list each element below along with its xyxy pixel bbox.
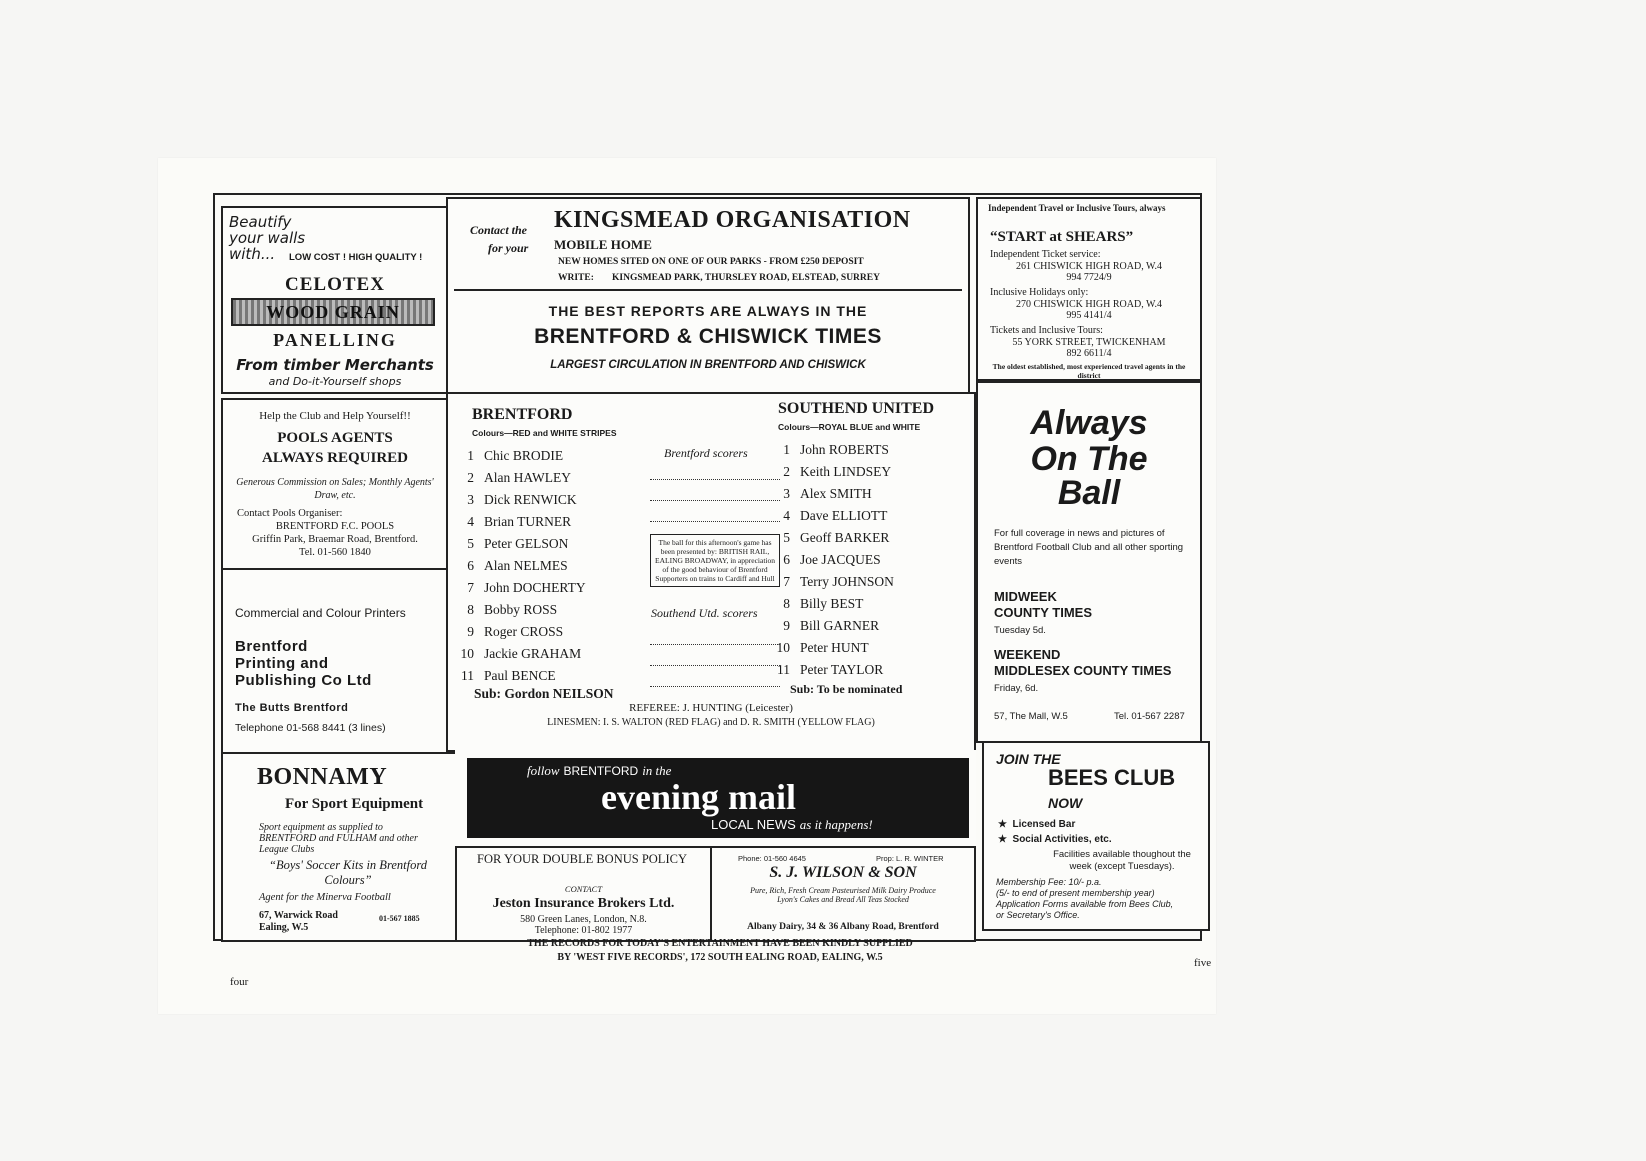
bees-fee: Membership Fee: 10/- p.a. xyxy=(996,877,1102,887)
jeston-ad xyxy=(455,846,712,942)
home-player-row xyxy=(452,580,586,596)
bonnamy-text: Sport equipment as supplied to BRENTFORD and FULHAM and other League Clubs xyxy=(259,822,418,855)
bonnamy-sub: For Sport Equipment xyxy=(285,796,424,812)
home-player-row xyxy=(452,668,556,684)
shears-s1-label: Independent Ticket service: xyxy=(990,249,1101,260)
ball-line3: Ball xyxy=(1057,474,1121,512)
home-player-name: Dick RENWICK xyxy=(484,492,577,507)
wilson-phone: Phone: 01-560 4645 xyxy=(738,854,806,863)
home-player-name: Roger CROSS xyxy=(484,624,564,639)
bees-item1: Licensed Bar xyxy=(1012,819,1076,830)
printers-name2: Printing and xyxy=(235,655,329,672)
shears-s1-addr: 261 CHISWICK HIGH ROAD, W.4 xyxy=(1015,261,1163,272)
star-icon: ★ xyxy=(998,819,1007,830)
weekend-line1: WEEKEND xyxy=(994,647,1061,662)
records-line1: THE RECORDS FOR TODAY'S ENTERTAINMENT HAVE BEEN KINDLY SUPPLIED xyxy=(527,938,913,949)
away-player-number: 6 xyxy=(783,552,790,567)
linesmen: LINESMEN: I. S. WALTON (RED FLAG) and D. R. SMITH (YELLOW FLAG) xyxy=(547,717,875,728)
pools-contact: Contact Pools Organiser: xyxy=(237,508,343,519)
evening-mail-banner xyxy=(467,758,969,838)
home-player-row xyxy=(452,492,577,508)
away-player-name: Bill GARNER xyxy=(800,618,880,633)
away-player-number: 1 xyxy=(783,442,790,457)
shears-footer: The oldest established, most experienced travel agents in the district xyxy=(992,362,1186,380)
home-team-name: BRENTFORD xyxy=(472,406,573,423)
away-player-name: Peter HUNT xyxy=(800,640,869,655)
weekend-day: Friday, 6d. xyxy=(994,683,1039,694)
bees-title: BEES CLUB xyxy=(1048,765,1176,790)
away-scorers-label: Southend Utd. scorers xyxy=(651,606,758,620)
away-player-number: 3 xyxy=(783,486,790,501)
away-player-row xyxy=(768,640,869,656)
home-sub: Sub: Gordon NEILSON xyxy=(474,686,614,701)
home-player-row xyxy=(452,558,568,574)
home-player-number: 11 xyxy=(461,668,474,683)
away-scorer-line xyxy=(650,644,780,645)
away-player-row xyxy=(768,530,889,546)
away-player-number: 11 xyxy=(777,662,790,677)
page-number-left: four xyxy=(230,976,249,988)
kingsmead-address: KINGSMEAD PARK, THURSLEY ROAD, ELSTEAD, SURREY xyxy=(612,273,880,283)
away-player-number: 9 xyxy=(783,618,790,633)
pools-org: BRENTFORD F.C. POOLS xyxy=(275,521,395,532)
bees-forms: Application Forms available from Bees Club, or Secretary's Office. xyxy=(996,899,1174,920)
home-player-row xyxy=(452,514,571,530)
bees-join: JOIN THE xyxy=(996,751,1061,767)
page-number-right: five xyxy=(1194,957,1212,969)
shears-s3-tel: 892 6611/4 xyxy=(1066,348,1112,359)
mail-follow: follow xyxy=(527,763,560,778)
home-player-number: 7 xyxy=(467,580,474,595)
jeston-name: Jeston Insurance Brokers Ltd. xyxy=(492,896,675,911)
celotex-diy: and Do-it-Yourself shops xyxy=(268,375,402,388)
home-player-number: 4 xyxy=(467,514,474,529)
away-player-name: Dave ELLIOTT xyxy=(800,508,888,523)
bees-club-ad xyxy=(982,741,1210,931)
wilson-name: S. J. WILSON & SON xyxy=(769,864,917,881)
away-player-row xyxy=(768,442,889,458)
away-player-name: Keith LINDSEY xyxy=(800,464,892,479)
bonnamy-addr1: 67, Warwick Road xyxy=(259,910,338,921)
pools-commission: Generous Commission on Sales; Monthly Agents' Draw, etc. xyxy=(236,477,434,501)
home-player-row xyxy=(452,536,568,552)
away-player-number: 10 xyxy=(776,640,790,655)
bees-item2-line xyxy=(998,834,1112,845)
ball-note: The ball for this afternoon's game has been presented by: BRITISH RAIL, EALING BROADWAY, in appreciation of the good behaviour of Brentford Supporters on trains to Cardiff and Hull xyxy=(650,534,780,587)
referee: REFEREE: J. HUNTING (Leicester) xyxy=(629,702,793,714)
star-icon: ★ xyxy=(998,834,1007,845)
pools-ad xyxy=(221,398,449,570)
away-player-name: Peter TAYLOR xyxy=(800,662,884,677)
ball-line2: On The xyxy=(1030,440,1148,478)
away-player-row xyxy=(768,662,883,678)
pools-addr: Griffin Park, Braemar Road, Brentford. xyxy=(252,534,418,545)
celotex-wood-grain: WOOD GRAIN xyxy=(231,298,435,326)
away-player-number: 2 xyxy=(783,464,790,479)
home-player-number: 6 xyxy=(467,558,474,573)
away-scorer-line xyxy=(650,686,780,687)
home-player-number: 9 xyxy=(467,624,474,639)
home-player-number: 5 xyxy=(467,536,474,551)
home-player-number: 1 xyxy=(467,448,474,463)
celotex-panelling: PANELLING xyxy=(273,330,397,350)
away-player-row xyxy=(768,464,891,480)
shears-intro: Independent Travel or Inclusive Tours, always xyxy=(988,203,1166,213)
bees-facilities: Facilities available thoughout the week (except Tuesdays). xyxy=(1053,849,1191,872)
kingsmead-for-your: for your xyxy=(488,241,529,255)
shears-s3-label: Tickets and Inclusive Tours: xyxy=(990,325,1103,336)
jeston-addr: 580 Green Lanes, London, N.8. xyxy=(520,914,647,925)
home-player-name: Bobby ROSS xyxy=(484,602,558,617)
away-player-row xyxy=(768,574,894,590)
bees-fee2: (5/- to end of present membership year) xyxy=(996,888,1155,898)
records-line2: BY 'WEST FIVE RECORDS', 172 SOUTH EALING ROAD, EALING, W.5 xyxy=(557,952,883,963)
pools-title1: POOLS AGENTS xyxy=(277,430,393,446)
home-player-row xyxy=(452,624,563,640)
celotex-from-timber: From timber Merchants xyxy=(236,356,434,374)
wilson-ad xyxy=(710,846,976,942)
bees-item2: Social Activities, etc. xyxy=(1012,834,1112,845)
pools-title2: ALWAYS REQUIRED xyxy=(261,450,409,466)
home-scorers-label: Brentford scorers xyxy=(664,446,748,460)
pools-tel: Tel. 01-560 1840 xyxy=(299,547,371,558)
team-sheet xyxy=(446,392,976,752)
bonnamy-kits: “Boys' Soccer Kits in Brentford Colours” xyxy=(269,858,427,887)
home-scorer-line xyxy=(650,479,780,480)
ball-coverage: For full coverage in news and pictures of Brentford Football Club and all other sporting events xyxy=(994,528,1184,567)
printers-tel: Telephone 01-568 8441 (3 lines) xyxy=(235,722,386,734)
wilson-prop: Prop: L. R. WINTER xyxy=(876,854,944,863)
weekend-line2: MIDDLESEX COUNTY TIMES xyxy=(994,663,1172,678)
shears-s1-tel: 994 7724/9 xyxy=(1066,272,1112,283)
away-sub: Sub: To be nominated xyxy=(790,682,903,696)
times-best: THE BEST REPORTS ARE ALWAYS IN THE xyxy=(548,303,868,319)
jeston-contact: CONTACT xyxy=(564,884,603,894)
away-player-name: Geoff BARKER xyxy=(800,530,890,545)
printers-heading: Commercial and Colour Printers xyxy=(235,606,406,620)
away-player-row xyxy=(768,486,872,502)
wilson-addr: Albany Dairy, 34 & 36 Albany Road, Brentford xyxy=(747,922,939,932)
away-player-row xyxy=(768,552,881,568)
home-player-number: 8 xyxy=(467,602,474,617)
mail-as-it: as it happens! xyxy=(799,817,873,832)
pools-help: Help the Club and Help Yourself!! xyxy=(259,410,411,422)
kingsmead-ad xyxy=(446,197,970,395)
ball-line1: Always xyxy=(1030,404,1148,442)
home-player-name: Peter GELSON xyxy=(484,536,569,551)
shears-s2-label: Inclusive Holidays only: xyxy=(990,287,1089,298)
celotex-ad xyxy=(221,206,449,394)
home-player-name: Chic BRODIE xyxy=(484,448,564,463)
evening-mail-ad xyxy=(455,750,976,846)
away-player-name: Alex SMITH xyxy=(800,486,872,501)
shears-s3-addr: 55 YORK STREET, TWICKENHAM xyxy=(1012,337,1166,348)
celotex-brand: CELOTEX xyxy=(285,274,385,295)
away-scorer-line xyxy=(650,665,780,666)
away-player-name: Joe JACQUES xyxy=(800,552,881,567)
bonnamy-addr2: Ealing, W.5 xyxy=(259,922,309,933)
celotex-low-cost: LOW COST ! HIGH QUALITY ! xyxy=(289,252,423,263)
kingsmead-divider xyxy=(454,289,962,291)
away-player-row xyxy=(768,618,879,634)
home-colours: Colours—RED and WHITE STRIPES xyxy=(472,428,617,438)
home-player-number: 3 xyxy=(467,492,474,507)
ball-tel: Tel. 01-567 2287 xyxy=(1114,711,1185,722)
shears-s2-addr: 270 CHISWICK HIGH ROAD, W.4 xyxy=(1015,299,1163,310)
wilson-goods: Pure, Rich, Fresh Cream Pasteurised Milk Dairy Produce Lyon's Cakes and Bread All Teas Stocked xyxy=(750,886,936,904)
bees-item1-line xyxy=(998,819,1075,830)
home-scorer-line xyxy=(650,521,780,522)
kingsmead-write: WRITE: xyxy=(558,273,594,283)
home-player-name: Brian TURNER xyxy=(484,514,572,529)
away-player-number: 8 xyxy=(783,596,790,611)
home-player-name: Jackie GRAHAM xyxy=(484,646,582,661)
printers-ad xyxy=(221,568,449,754)
home-player-number: 10 xyxy=(460,646,474,661)
kingsmead-title: KINGSMEAD ORGANISATION xyxy=(554,207,911,233)
away-player-row xyxy=(768,596,863,612)
away-player-name: John ROBERTS xyxy=(800,442,889,457)
home-player-row xyxy=(452,646,581,662)
mail-local-line xyxy=(711,816,873,834)
shears-ad xyxy=(976,197,1202,381)
away-player-name: Terry JOHNSON xyxy=(800,574,894,589)
away-player-row xyxy=(768,508,887,524)
kingsmead-mobile: MOBILE HOME xyxy=(554,237,652,252)
home-player-row xyxy=(452,602,557,618)
mail-local: LOCAL NEWS xyxy=(711,817,796,832)
away-colours: Colours—ROYAL BLUE and WHITE xyxy=(778,422,921,432)
midweek-line1: MIDWEEK xyxy=(994,589,1057,604)
shears-title: “START at SHEARS” xyxy=(990,229,1134,245)
county-times-ad xyxy=(976,381,1202,743)
times-title: BRENTFORD & CHISWICK TIMES xyxy=(534,325,882,348)
home-player-number: 2 xyxy=(467,470,474,485)
midweek-day: Tuesday 5d. xyxy=(994,625,1046,636)
printers-name3: Publishing Co Ltd xyxy=(235,672,372,689)
home-player-name: John DOCHERTY xyxy=(484,580,586,595)
bonnamy-tel: 01-567 1885 xyxy=(379,914,420,923)
midweek-line2: COUNTY TIMES xyxy=(994,605,1092,620)
mail-in-the: in the xyxy=(642,763,672,778)
away-player-number: 4 xyxy=(783,508,790,523)
celotex-beautify: Beautify your walls with... xyxy=(229,213,306,263)
printers-name1: Brentford xyxy=(235,638,308,655)
shears-s2-tel: 995 4141/4 xyxy=(1066,310,1112,321)
bonnamy-ad xyxy=(221,752,457,942)
bonnamy-title: BONNAMY xyxy=(257,764,388,790)
mail-title: evening mail xyxy=(601,777,796,817)
ball-address: 57, The Mall, W.5 xyxy=(994,711,1068,722)
home-player-row xyxy=(452,470,571,486)
printers-addr: The Butts Brentford xyxy=(235,702,349,714)
kingsmead-contact: Contact the xyxy=(470,223,528,237)
jeston-tel: Telephone: 01-802 1977 xyxy=(534,925,633,936)
away-player-number: 5 xyxy=(783,530,790,545)
bonnamy-agent: Agent for the Minerva Football xyxy=(259,892,391,903)
away-team-name: SOUTHEND UNITED xyxy=(778,400,935,417)
mail-brentford: BRENTFORD xyxy=(563,764,639,778)
home-player-row xyxy=(452,448,563,464)
jeston-line1: FOR YOUR DOUBLE BONUS POLICY xyxy=(477,852,687,866)
times-circulation: LARGEST CIRCULATION IN BRENTFORD AND CHISWICK xyxy=(550,359,866,371)
kingsmead-line1: NEW HOMES SITED ON ONE OF OUR PARKS - FROM £250 DEPOSIT xyxy=(558,257,864,267)
home-player-name: Paul BENCE xyxy=(484,668,556,683)
home-scorer-line xyxy=(650,500,780,501)
bees-now: NOW xyxy=(1048,795,1083,811)
away-player-name: Billy BEST xyxy=(800,596,864,611)
home-player-name: Alan NELMES xyxy=(484,558,568,573)
home-player-name: Alan HAWLEY xyxy=(484,470,572,485)
away-player-number: 7 xyxy=(783,574,790,589)
